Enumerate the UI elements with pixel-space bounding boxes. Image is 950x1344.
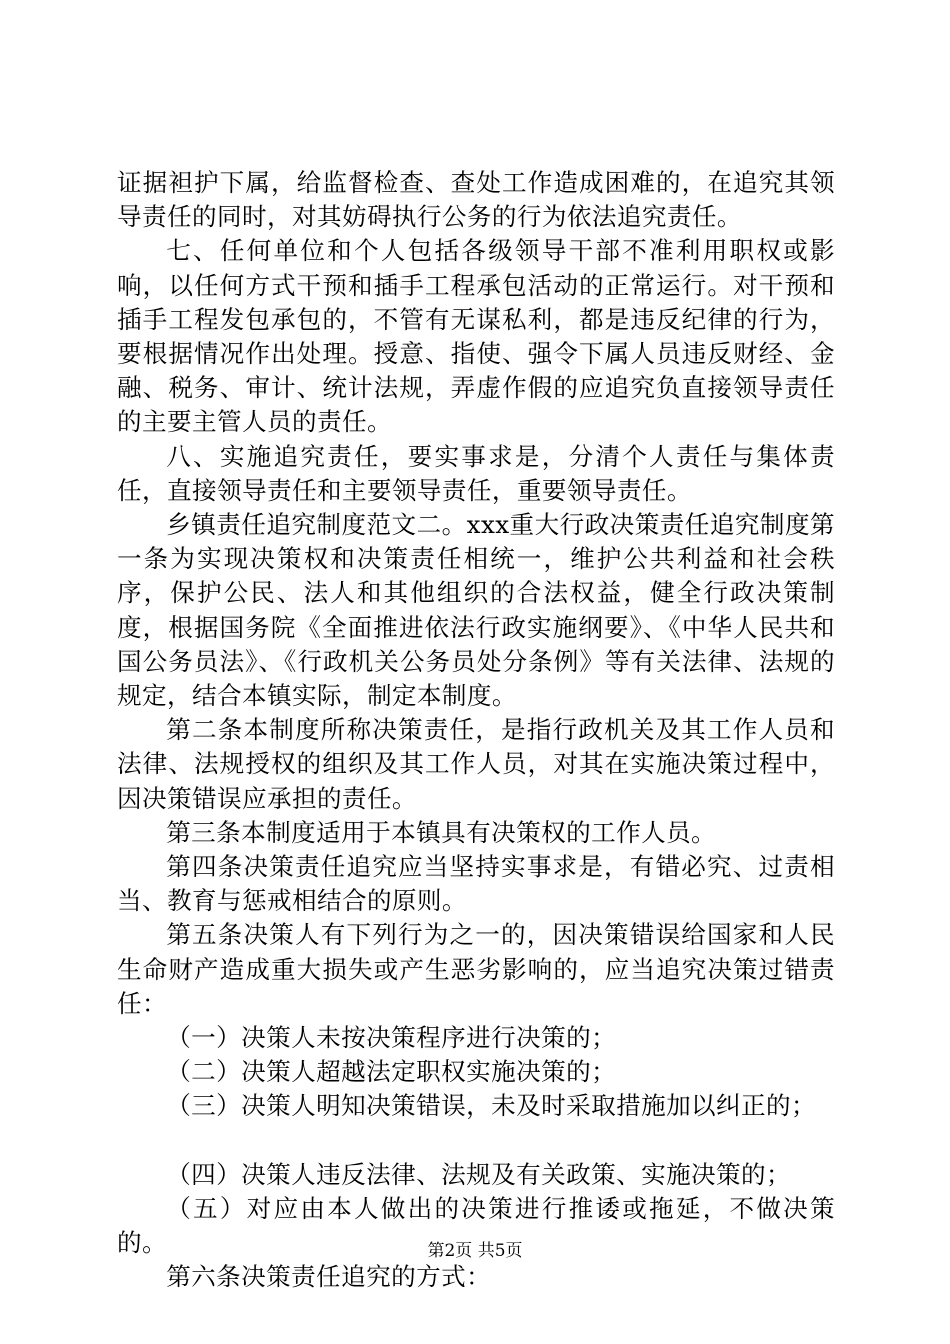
- page-number-label: 第2页 共5页: [427, 1241, 523, 1261]
- document-body: [117, 166, 835, 1295]
- page-footer: [0, 1236, 950, 1261]
- paragraph-item-eight: 八、实施追究责任，要实事求是，分清个人责任与集体责任，直接领导责任和主要领导责任，重要领导责任。: [117, 441, 835, 505]
- paragraph-article-one: 乡镇责任追究制度范文二。xxx重大行政决策责任追究制度第一条为实现决策权和决策责任相统一，维护公共利益和社会秩序，保护公民、法人和其他组织的合法权益，健全行政决策制度，根据国务院《全面推进依法行政实施纲要》、《中华人民共和国公务员法》、《行政机关公务员处分条例》等有关法律、法规的规定，结合本镇实际，制定本制度。: [117, 510, 835, 711]
- paragraph-article-five: 第五条决策人有下列行为之一的，因决策错误给国家和人民生命财产造成重大损失或产生恶劣影响的，应当追究决策过错责任：: [117, 920, 835, 1018]
- paragraph-item-seven: 七、任何单位和个人包括各级领导干部不准利用职权或影响，以任何方式干预和插手工程承包活动的正常运行。对干预和插手工程发包承包的，不管有无谋私利，都是违反纪律的行为，要根据情况作出处理。授意、指使、强令下属人员违反财经、金融、税务、审计、统计法规，弄虚作假的应追究负直接领导责任的主要主管人员的责任。: [117, 236, 835, 437]
- paragraph-article-six: 第六条决策责任追究的方式：: [166, 1262, 492, 1292]
- list-item-three: （三）决策人明知决策错误，未及时采取措施加以纠正的；: [166, 1091, 817, 1121]
- paragraph-article-four: 第四条决策责任追究应当坚持实事求是，有错必究、过责相当、教育与惩戒相结合的原则。: [117, 852, 835, 916]
- paragraph-article-three: 第三条本制度适用于本镇具有决策权的工作人员。: [166, 817, 717, 847]
- list-item-five: （五）对应由本人做出的决策进行推诿或拖延，不做决策的。: [117, 1193, 835, 1258]
- list-item-four: （四）决策人违反法律、法规及有关政策、实施决策的；: [166, 1159, 792, 1189]
- paragraph-continued: 证据袒护下属，给监督检查、查处工作造成困难的，在追究其领导责任的同时，对其妨碍执行公务的行为依法追究责任。: [117, 168, 835, 232]
- paragraph-article-two: 第二条本制度所称决策责任，是指行政机关及其工作人员和法律、法规授权的组织及其工作人员，对其在实施决策过程中，因决策错误应承担的责任。: [117, 715, 835, 813]
- list-item-one: （一）决策人未按决策程序进行决策的；: [166, 1023, 617, 1053]
- list-item-two: （二）决策人超越法定职权实施决策的；: [166, 1057, 617, 1087]
